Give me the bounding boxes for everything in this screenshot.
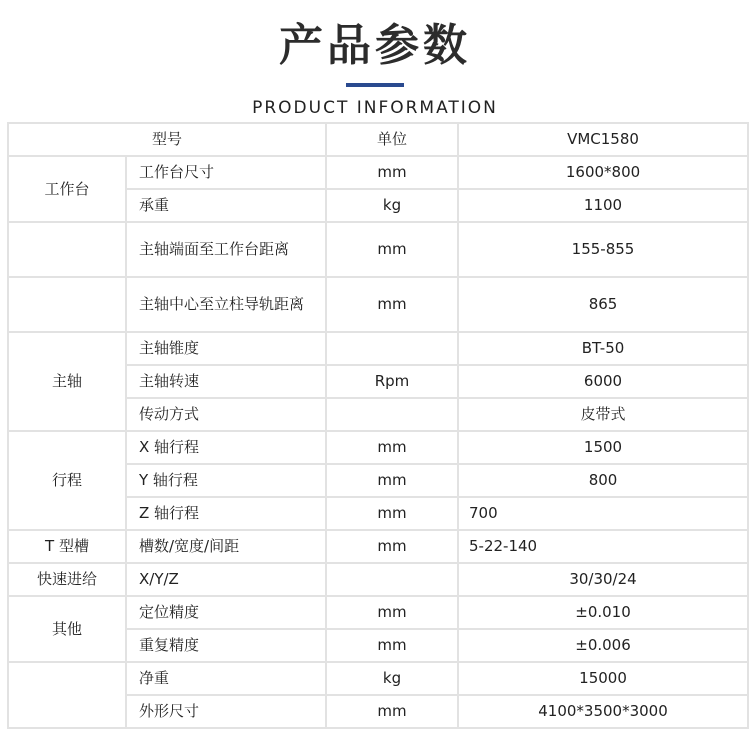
table-header-row [8, 123, 748, 156]
unit-cell: mm [326, 629, 458, 662]
group-other: 其他 [8, 596, 126, 662]
unit-cell: mm [326, 431, 458, 464]
unit-cell [326, 332, 458, 365]
table-row [8, 277, 748, 332]
param-cell: 主轴中心至立柱导轨距离 [126, 277, 326, 332]
group-empty [8, 277, 126, 332]
param-cell: 工作台尺寸 [126, 156, 326, 189]
param-cell: 重复精度 [126, 629, 326, 662]
title-underline [346, 83, 404, 87]
unit-cell: Rpm [326, 365, 458, 398]
unit-cell [326, 398, 458, 431]
param-cell: 定位精度 [126, 596, 326, 629]
value-cell: 皮带式 [458, 398, 748, 431]
value-cell: 700 [458, 497, 748, 530]
value-cell: ±0.006 [458, 629, 748, 662]
table-row [8, 431, 748, 464]
value-cell: 1100 [458, 189, 748, 222]
param-cell: 外形尺寸 [126, 695, 326, 728]
header-model: 型号 [8, 123, 326, 156]
param-cell: 净重 [126, 662, 326, 695]
table-row [8, 596, 748, 629]
param-cell: 传动方式 [126, 398, 326, 431]
table-row [8, 222, 748, 277]
value-cell: 15000 [458, 662, 748, 695]
param-cell: 主轴锥度 [126, 332, 326, 365]
unit-cell [326, 563, 458, 596]
page-subtitle: PRODUCT INFORMATION [252, 98, 498, 118]
group-empty [8, 662, 126, 728]
param-cell: 主轴端面至工作台距离 [126, 222, 326, 277]
param-cell: 承重 [126, 189, 326, 222]
group-tslot: T 型槽 [8, 530, 126, 563]
value-cell: 155-855 [458, 222, 748, 277]
table-row [8, 332, 748, 365]
unit-cell: mm [326, 277, 458, 332]
value-cell: 6000 [458, 365, 748, 398]
group-worktable: 工作台 [8, 156, 126, 222]
unit-cell: mm [326, 695, 458, 728]
table-row [8, 662, 748, 695]
group-travel: 行程 [8, 431, 126, 530]
value-cell: ±0.010 [458, 596, 748, 629]
unit-cell: mm [326, 222, 458, 277]
table-row [8, 563, 748, 596]
param-cell: X/Y/Z [126, 563, 326, 596]
value-cell: 4100*3500*3000 [458, 695, 748, 728]
table-row [8, 530, 748, 563]
value-cell: 1500 [458, 431, 748, 464]
unit-cell: kg [326, 189, 458, 222]
unit-cell: mm [326, 156, 458, 189]
value-cell: BT-50 [458, 332, 748, 365]
unit-cell: mm [326, 596, 458, 629]
group-empty [8, 222, 126, 277]
header-value: VMC1580 [458, 123, 748, 156]
group-rapid: 快速进给 [8, 563, 126, 596]
unit-cell: kg [326, 662, 458, 695]
value-cell: 800 [458, 464, 748, 497]
value-cell: 30/30/24 [458, 563, 748, 596]
header-unit: 单位 [326, 123, 458, 156]
param-cell: 主轴转速 [126, 365, 326, 398]
unit-cell: mm [326, 497, 458, 530]
value-cell: 865 [458, 277, 748, 332]
unit-cell: mm [326, 464, 458, 497]
param-cell: Z 轴行程 [126, 497, 326, 530]
value-cell: 5-22-140 [458, 530, 748, 563]
spec-table [7, 122, 749, 729]
value-cell: 1600*800 [458, 156, 748, 189]
table-row [8, 156, 748, 189]
unit-cell: mm [326, 530, 458, 563]
param-cell: 槽数/宽度/间距 [126, 530, 326, 563]
param-cell: Y 轴行程 [126, 464, 326, 497]
param-cell: X 轴行程 [126, 431, 326, 464]
page-title: 产品参数 [279, 20, 471, 71]
group-spindle: 主轴 [8, 332, 126, 431]
